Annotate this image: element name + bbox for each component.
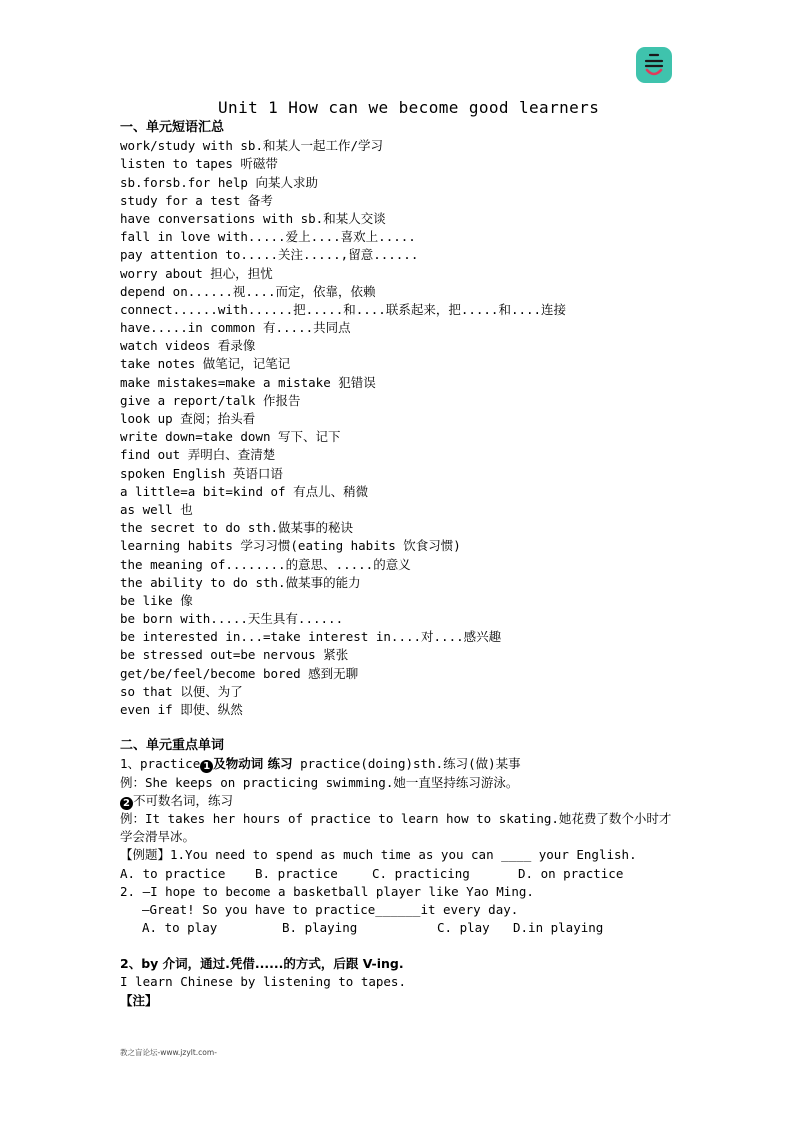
practice-definition-2 xyxy=(120,792,680,810)
phrase-item: depend on......视....而定，依靠，依赖 xyxy=(120,283,376,299)
practice-definition-1 xyxy=(120,755,680,773)
phrase-item: worry about 担心，担忧 xyxy=(120,265,273,281)
phrase-item: spoken English 英语口语 xyxy=(120,465,283,481)
footer-text: 教之盲论坛-www.jzylt.com- xyxy=(120,1048,217,1057)
phrase-item: get/be/feel/become bored 感到无聊 xyxy=(120,665,359,681)
phrase-item: work/study with sb.和某人一起工作/学习 xyxy=(120,138,384,154)
section2-heading: 二、单元重点单词 xyxy=(120,738,225,754)
q2-option-d: D.in playing xyxy=(513,920,604,936)
phrase-item: connect......with......把.....和....联系起来，把.....和....连接 xyxy=(120,301,567,317)
practice-def1-head: 及物动词 练习 xyxy=(213,756,293,772)
phrase-item: have.....in common 有.....共同点 xyxy=(120,320,351,336)
phrase-item: be born with.....天生具有...... xyxy=(120,611,344,627)
by-heading: 2、by 介词，通过.凭借......的方式，后跟 V-ing. xyxy=(120,956,404,972)
phrase-item: have conversations with sb.和某人交谈 xyxy=(120,210,386,226)
number-one-circle-icon: 1 xyxy=(200,760,213,773)
phrase-item: the secret to do sth.做某事的秘诀 xyxy=(120,520,354,536)
practice-def2: 不可数名词，练习 xyxy=(133,792,234,808)
phrase-item: the meaning of........的意思、.....的意义 xyxy=(120,556,411,572)
q2-option-c: C. play xyxy=(437,920,490,936)
q1-option-d: D. on practice xyxy=(518,865,624,881)
number-two-circle-icon: 2 xyxy=(120,797,133,810)
phrase-item: even if 即使、纵然 xyxy=(120,702,243,717)
phrase-item: be stressed out=be nervous 紧张 xyxy=(120,647,349,663)
practice-prefix: 1、practice xyxy=(120,756,201,772)
exercise-question-2-line1: 2. —I hope to become a basketball player like Yao Ming. xyxy=(120,883,534,899)
phrase-list xyxy=(120,137,680,719)
section1-heading: 一、单元短语汇总 xyxy=(120,120,225,135)
phrase-item: find out 弄明白、查清楚 xyxy=(120,447,276,463)
page-title: Unit 1 How can we become good learners xyxy=(218,98,600,117)
note-label: 【注】 xyxy=(120,992,158,1008)
practice-example-1: 例：She keeps on practicing swimming.她一直坚持练习游泳。 xyxy=(120,774,519,790)
phrase-item: be interested in...=take interest in....对....感兴趣 xyxy=(120,629,502,645)
q1-option-a: A. to practice xyxy=(120,865,226,881)
phrase-item: be like 像 xyxy=(120,592,193,608)
q2-option-b: B. playing xyxy=(282,920,358,936)
phrase-item: sb.forsb.for help 向某人求助 xyxy=(120,174,318,190)
by-example: I learn Chinese by listening to tapes. xyxy=(120,974,406,990)
exercise-q1-options xyxy=(120,865,680,883)
jzylt-logo-icon xyxy=(636,47,672,83)
q1-option-b: B. practice xyxy=(255,865,338,881)
phrase-item: make mistakes=make a mistake 犯错误 xyxy=(120,374,376,390)
q1-option-c: C. practicing xyxy=(372,865,470,881)
phrase-item: write down=take down 写下、记下 xyxy=(120,429,341,445)
phrase-item: take notes 做笔记，记笔记 xyxy=(120,356,291,372)
phrase-item: learning habits 学习习惯(eating habits 饮食习惯) xyxy=(120,538,461,554)
exercise-q2-options xyxy=(120,919,680,937)
phrase-item: look up 查阅；抬头看 xyxy=(120,411,256,426)
phrase-item: listen to tapes 听磁带 xyxy=(120,156,278,172)
phrase-item: so that 以便、为了 xyxy=(120,683,243,699)
site-logo xyxy=(636,47,672,83)
phrase-item: as well 也 xyxy=(120,501,193,517)
phrase-item: a little=a bit=kind of 有点儿、稍微 xyxy=(120,483,369,499)
phrase-item: watch videos 看录像 xyxy=(120,338,256,354)
practice-example-2: 例：It takes her hours of practice to learn how to skating.她花费了数个小时才学会滑旱冰。 xyxy=(120,810,672,845)
phrase-item: study for a test 备考 xyxy=(120,192,273,208)
phrase-item: pay attention to.....关注.....,留意...... xyxy=(120,247,419,263)
phrase-item: fall in love with.....爱上....喜欢上..... xyxy=(120,229,416,245)
practice-def1-rest: practice(doing)sth.练习(做)某事 xyxy=(292,756,521,772)
document-body xyxy=(120,119,680,1010)
phrase-item: give a report/talk 作报告 xyxy=(120,392,301,408)
exercise-question-2-line2: —Great! So you have to practice______it every day. xyxy=(142,901,519,917)
q2-option-a: A. to play xyxy=(142,920,218,936)
phrase-item: the ability to do sth.做某事的能力 xyxy=(120,574,361,590)
exercise-question-1: 【例题】1.You need to spend as much time as you can ____ your English. xyxy=(120,847,637,863)
